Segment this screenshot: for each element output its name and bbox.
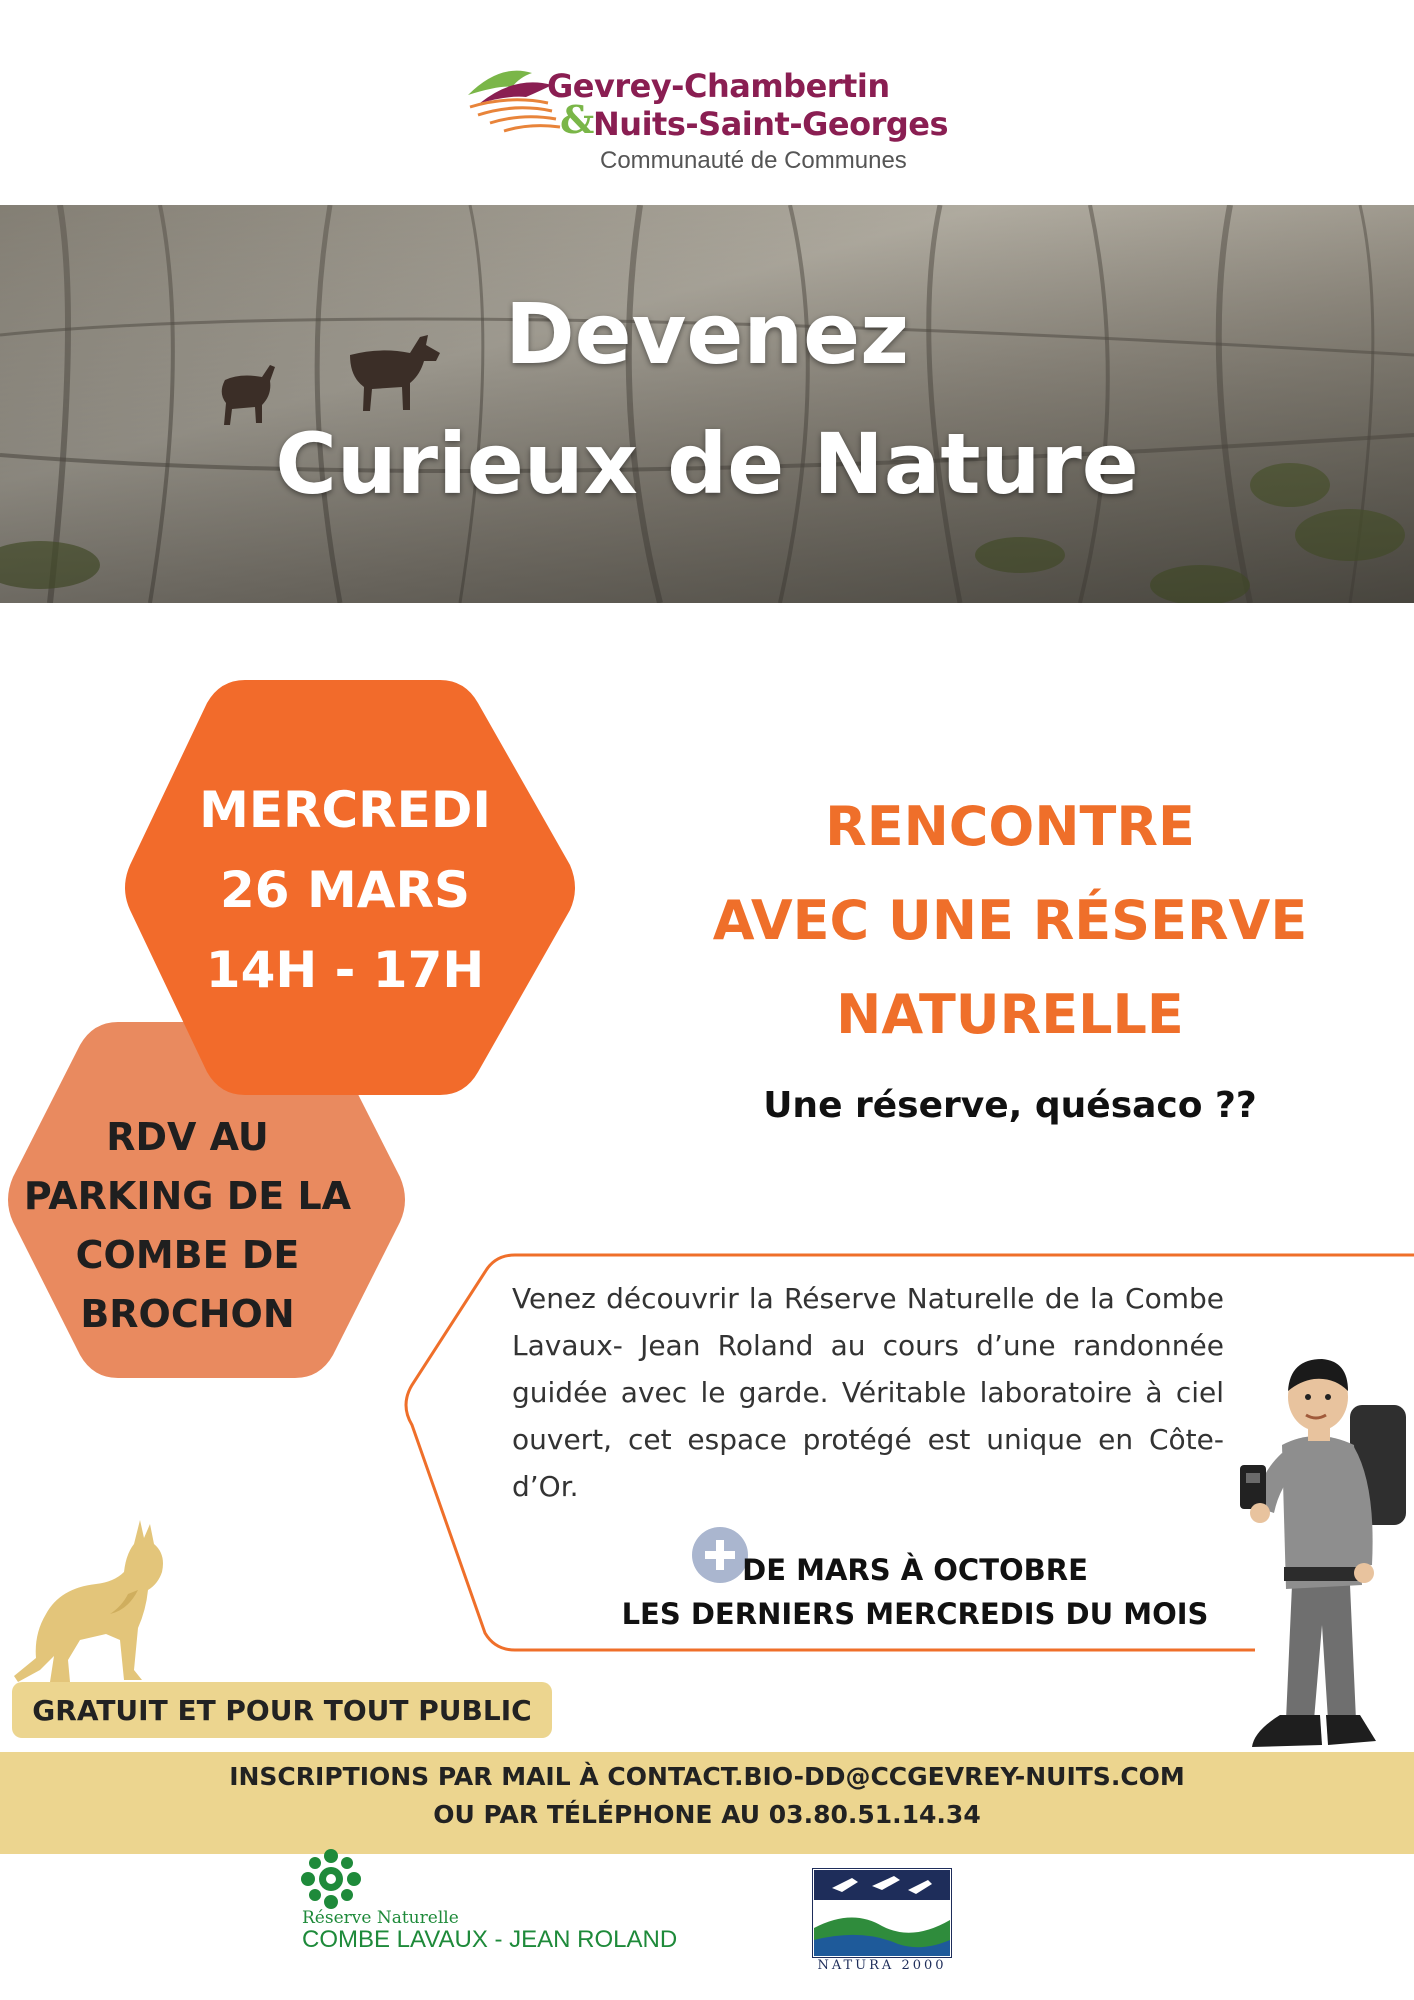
cc-logo [460, 55, 980, 180]
heading-line2: AVEC UNE RÉSERVE [712, 889, 1308, 952]
meeting-line3: COMBE DE [75, 1233, 300, 1277]
inscription-line2: OU PAR TÉLÉPHONE AU 03.80.51.14.34 [433, 1800, 981, 1829]
main-heading [640, 780, 1380, 1062]
event-time: 14H - 17H [205, 941, 485, 999]
meeting-line1: RDV AU [106, 1115, 269, 1159]
reserve-small-label: Réserve Naturelle [302, 1908, 459, 1928]
meeting-line4: BROCHON [80, 1292, 295, 1336]
logo-title-line2: Nuits-Saint-Georges [593, 105, 949, 143]
event-date: 26 MARS [220, 861, 470, 919]
event-day: MERCREDI [199, 781, 491, 839]
meeting-block [0, 1108, 375, 1344]
reserve-logo-icon [300, 1848, 362, 1910]
logo-subtitle: Communauté de Communes [600, 147, 907, 174]
subheading: Une réserve, quésaco ?? [763, 1085, 1257, 1126]
cliff-background [0, 205, 1414, 603]
schedule-block [560, 1548, 1270, 1636]
lynx-icon [10, 1510, 180, 1685]
inscription-line1: INSCRIPTIONS PAR MAIL À CONTACT.BIO-DD@CCGEVREY-NUITS.COM [229, 1762, 1185, 1791]
heading-line3: NATURELLE [836, 983, 1184, 1046]
ranger-illustration [1230, 1335, 1414, 1755]
inscription-text [0, 1758, 1414, 1834]
natura-label: NATURA 2000 [817, 1958, 947, 1973]
logo-ampersand: & [560, 97, 595, 142]
meeting-line2: PARKING DE LA [23, 1174, 352, 1218]
natura2000-logo-icon [812, 1868, 952, 1958]
banner-title-line1: Devenez [504, 285, 910, 383]
free-label: GRATUIT ET POUR TOUT PUBLIC [12, 1682, 552, 1738]
description-text: Venez découvrir la Réserve Naturelle de la Combe Lavaux- Jean Roland au cours d’une randonnée guidée avec le garde. Véritable laboratoire à ciel ouvert, cet espace protégé est unique en Côte-d’Or. [512, 1282, 1224, 1503]
logo-title-line1: Gevrey-Chambertin [547, 67, 890, 105]
heading-line1: RENCONTRE [825, 795, 1195, 858]
schedule-line2: LES DERNIERS MERCREDIS DU MOIS [621, 1597, 1209, 1631]
schedule-line1: DE MARS À OCTOBRE [742, 1553, 1088, 1587]
banner-photo [0, 205, 1414, 603]
banner-title-line2: Curieux de Nature [275, 415, 1139, 513]
date-block [135, 770, 555, 1010]
reserve-name-label: COMBE LAVAUX - JEAN ROLAND [302, 1926, 678, 1953]
